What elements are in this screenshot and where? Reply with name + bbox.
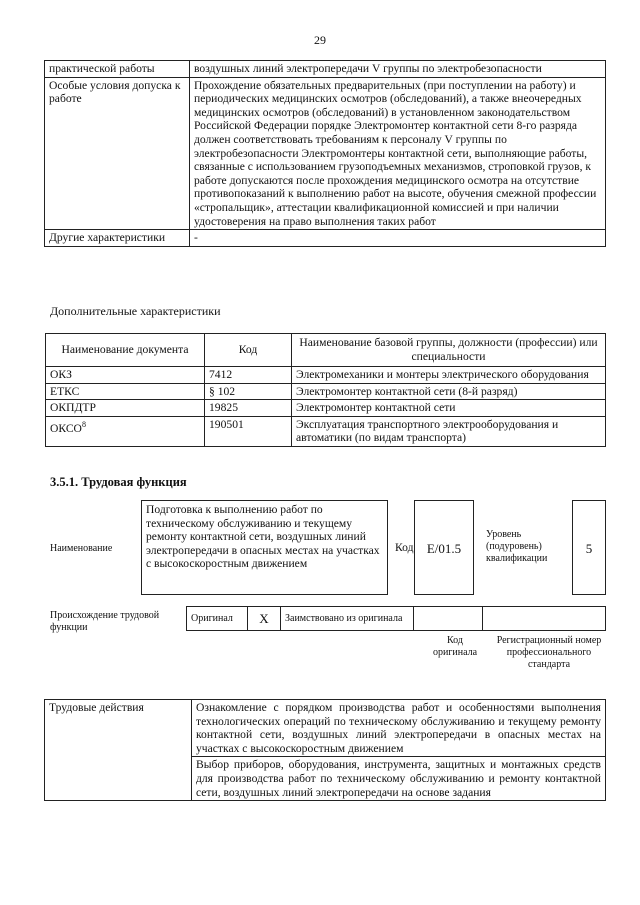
reg-number-caption: Регистрационный номер профессионального стандарта bbox=[496, 635, 602, 670]
name-cell: Электромеханики и монтеры электрического оборудования bbox=[292, 367, 606, 384]
requirements-table bbox=[44, 60, 606, 247]
additional-heading: Дополнительные характеристики bbox=[50, 304, 221, 318]
labor-actions-table bbox=[44, 699, 606, 801]
doc-name: ОКПДТР bbox=[50, 401, 96, 415]
doc-cell bbox=[46, 367, 205, 384]
row-value: воздушных линий электропередачи V группы по электробезопасности bbox=[190, 61, 606, 78]
code-original-caption: Код оригинала bbox=[432, 635, 478, 658]
origin-table bbox=[186, 606, 606, 631]
doc-name: ОКСО bbox=[50, 421, 82, 435]
table-row bbox=[46, 383, 606, 400]
row-value: - bbox=[190, 230, 606, 247]
column-header: Наименование документа bbox=[46, 334, 205, 367]
row-label: Особые условия допуска к работе bbox=[45, 77, 190, 230]
table-row bbox=[45, 77, 606, 230]
original-mark: X bbox=[248, 607, 281, 631]
column-header: Наименование базовой группы, должности (профессии) или специальности bbox=[292, 334, 606, 367]
additional-characteristics-table bbox=[45, 333, 606, 447]
name-cell: Электромонтер контактной сети (8-й разряд) bbox=[292, 383, 606, 400]
row-value: Прохождение обязательных предварительных (при поступлении на работу) и периодических медицинских осмотров (обследований), а также внеочередных медицинских осмотров (обследований) в установленном законодательством Российской Федерации порядке Электромонтер контактной сети 8-го разряда должен соответствовать требованиям к персоналу V группы по электробезопасности Электромонтеры контактной сети, выполняющие работы, связанные с использованием грузоподъемных механизмов, строповкой грузов, к работе допускаются после прохождения медицинского осмотра на отсутствие противопоказаний к выполнению работ на высоте, обучения смежной профессии «стропальщик», аттестации квалификационной комиссией и при наличии удостоверения на право выполнения таких работ bbox=[190, 77, 606, 230]
table-header-row bbox=[46, 334, 606, 367]
table-row bbox=[45, 61, 606, 78]
column-header: Код bbox=[205, 334, 292, 367]
doc-cell bbox=[46, 400, 205, 417]
action-item: Ознакомление с порядком производства работ и особенностями выполнения технологических операций по техническому обслуживанию и текущему ремонту контактной сети, воздушных линий электропередачи в опасных местах на участках с высокоскоростным движением bbox=[192, 700, 606, 757]
doc-name: ЕТКС bbox=[50, 384, 80, 398]
row-label: практической работы bbox=[45, 61, 190, 78]
footnote-mark: 8 bbox=[81, 419, 86, 429]
code-label: Код bbox=[395, 541, 414, 554]
code-cell: 190501 bbox=[205, 416, 292, 446]
name-label: Наименование bbox=[50, 543, 113, 554]
name-cell: Электромонтер контактной сети bbox=[292, 400, 606, 417]
code-cell: § 102 bbox=[205, 383, 292, 400]
table-row bbox=[46, 400, 606, 417]
table-row bbox=[45, 230, 606, 247]
table-row bbox=[46, 416, 606, 446]
origin-label: Происхождение трудовой функции bbox=[50, 610, 160, 633]
code-cell: 7412 bbox=[205, 367, 292, 384]
level-box: 5 bbox=[572, 500, 606, 595]
actions-label: Трудовые действия bbox=[45, 700, 192, 801]
doc-cell bbox=[46, 383, 205, 400]
table-row bbox=[45, 700, 606, 757]
original-label: Оригинал bbox=[187, 607, 248, 631]
name-cell: Эксплуатация транспортного электрооборудования и автоматики (по видам транспорта) bbox=[292, 416, 606, 446]
doc-name: ОКЗ bbox=[50, 368, 72, 381]
function-name-box: Подготовка к выполнению работ по техническому обслуживанию и текущему ремонту контактной сети, воздушных линий электропередачи в опасных местах на участках с высокоскоростным движением bbox=[141, 500, 388, 595]
code-original-cell bbox=[414, 607, 483, 631]
page-number: 29 bbox=[314, 33, 326, 47]
action-item: Выбор приборов, оборудования, инструмента, защитных и монтажных средств для производства работ по техническому обслуживанию и ремонту контактной сети, воздушных линий электропередачи на основе задания bbox=[192, 757, 606, 801]
row-label: Другие характеристики bbox=[45, 230, 190, 247]
section-title: 3.5.1. Трудовая функция bbox=[50, 475, 187, 489]
borrowed-label: Заимствовано из оригинала bbox=[281, 607, 414, 631]
origin-row bbox=[187, 607, 606, 631]
doc-cell bbox=[46, 416, 205, 446]
table-row bbox=[46, 367, 606, 384]
code-cell: 19825 bbox=[205, 400, 292, 417]
code-box: E/01.5 bbox=[414, 500, 474, 595]
level-label: Уровень (подуровень) квалификации bbox=[486, 529, 548, 564]
reg-number-cell bbox=[483, 607, 606, 631]
